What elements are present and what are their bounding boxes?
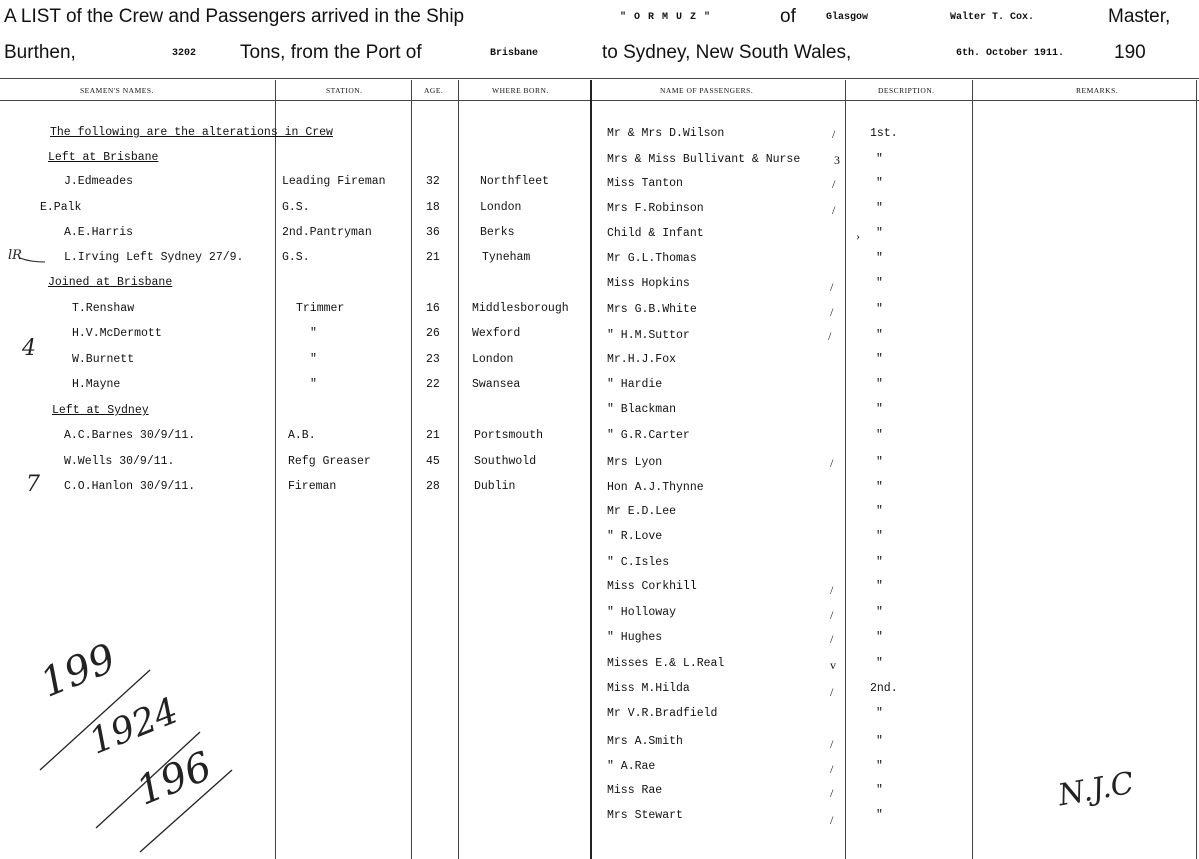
header-burthen: Burthen,: [4, 42, 76, 63]
crew-age: 22: [426, 378, 440, 391]
passenger-class: ": [876, 735, 883, 748]
crew-age: 45: [426, 455, 440, 468]
crew-station: G.S.: [282, 251, 310, 264]
crew-born: Berks: [480, 226, 515, 239]
crew-born: Tyneham: [482, 251, 531, 264]
passenger-name: Miss Tanton: [607, 177, 683, 190]
passenger-class: ": [876, 277, 883, 290]
check-mark-icon: /: [830, 280, 834, 294]
crew-born: London: [480, 201, 522, 214]
col-where-born: WHERE BORN.: [492, 86, 549, 95]
crew-name: H.V.McDermott: [72, 327, 162, 340]
col-remarks: REMARKS.: [1076, 86, 1119, 95]
passenger-name: Mrs Stewart: [607, 809, 683, 822]
col-station: STATION.: [326, 86, 363, 95]
check-mark-icon: /: [830, 685, 834, 699]
crew-station: Fireman: [288, 480, 337, 493]
crew-name: J.Edmeades: [64, 175, 134, 188]
tons-value: 3202: [172, 48, 197, 59]
crew-born: Wexford: [472, 327, 521, 340]
crew-born: Dublin: [474, 480, 516, 493]
handwritten-number: 199: [34, 635, 123, 707]
crew-age: 36: [426, 226, 440, 239]
crew-name: H.Mayne: [72, 378, 121, 391]
margin-mark: 4: [22, 336, 36, 361]
crew-station: A.B.: [288, 429, 316, 442]
handwritten-initials: N.J.C: [1055, 765, 1137, 814]
check-mark-icon: /: [830, 786, 834, 800]
check-mark-icon: /: [830, 608, 834, 622]
crew-born: Swansea: [472, 378, 521, 391]
col-seamen-names: SEAMEN'S NAMES.: [80, 86, 154, 95]
check-mark-icon: /: [830, 456, 834, 470]
passenger-name: Hon A.J.Thynne: [607, 481, 704, 494]
passenger-name: Mrs & Miss Bullivant & Nurse: [607, 153, 801, 166]
passenger-class: ": [876, 707, 883, 720]
passenger-class: ": [876, 530, 883, 543]
port-of-registry: Glasgow: [826, 12, 869, 23]
passenger-name: Mrs F.Robinson: [607, 202, 704, 215]
check-mark-icon: /: [830, 762, 834, 776]
header-title: A LIST of the Crew and Passengers arrived in the Ship: [4, 6, 465, 27]
crew-age: 21: [426, 429, 440, 442]
passenger-class: ": [876, 353, 883, 366]
crew-name: L.Irving Left Sydney 27/9.: [64, 251, 244, 264]
crew-name: W.Burnett: [72, 353, 135, 366]
crew-name: W.Wells 30/9/11.: [64, 455, 175, 468]
passenger-name: Misses E.& L.Real: [607, 657, 725, 670]
check-mark-icon: v: [830, 658, 836, 672]
passenger-name: " C.Isles: [607, 556, 670, 569]
passenger-class: ": [876, 631, 883, 644]
header-master: Master,: [1108, 6, 1171, 27]
crew-born: London: [472, 353, 514, 366]
passenger-class: ": [876, 760, 883, 773]
passenger-class: ": [876, 202, 883, 215]
passenger-name: " Blackman: [607, 403, 677, 416]
passenger-name: Mrs G.B.White: [607, 303, 697, 316]
crew-station: Trimmer: [296, 302, 345, 315]
passenger-name: Mrs A.Smith: [607, 735, 683, 748]
passenger-name: Miss M.Hilda: [607, 682, 690, 695]
check-mark-icon: /: [830, 737, 834, 751]
passenger-name: Mr.H.J.Fox: [607, 353, 677, 366]
crew-born: Northfleet: [480, 175, 550, 188]
master-name: Walter T. Cox.: [950, 12, 1035, 23]
passenger-class: ": [876, 153, 883, 166]
crew-age: 26: [426, 327, 440, 340]
crew-name: C.O.Hanlon 30/9/11.: [64, 480, 196, 493]
crew-born: Southwold: [474, 455, 537, 468]
passenger-name: Mr V.R.Bradfield: [607, 707, 718, 720]
passenger-class: ": [876, 784, 883, 797]
passenger-class: ": [876, 481, 883, 494]
passenger-class: ": [876, 378, 883, 391]
check-mark-icon: /: [830, 632, 834, 646]
crew-age: 23: [426, 353, 440, 366]
passenger-class: ": [876, 809, 883, 822]
check-mark-icon: /: [830, 583, 834, 597]
crew-age: 16: [426, 302, 440, 315]
passenger-name: " G.R.Carter: [607, 429, 690, 442]
passenger-class: ": [876, 403, 883, 416]
passenger-class: ": [876, 657, 883, 670]
passenger-name: " A.Rae: [607, 760, 656, 773]
passenger-class: 1st.: [870, 127, 898, 140]
crew-section-heading: Joined at Brisbane: [48, 276, 173, 289]
passenger-class: ": [876, 606, 883, 619]
passenger-class: ": [876, 456, 883, 469]
passenger-name: " Hughes: [607, 631, 663, 644]
passenger-class: ": [876, 429, 883, 442]
check-mark-icon: /: [832, 203, 836, 217]
check-mark-icon: /: [830, 305, 834, 319]
ship-name: " O R M U Z ": [620, 12, 712, 23]
passenger-name: " Holloway: [607, 606, 677, 619]
crew-station: ": [310, 378, 317, 391]
col-passengers: NAME OF PASSENGERS.: [660, 86, 754, 95]
passenger-class: ": [876, 252, 883, 265]
passenger-class: ": [876, 227, 883, 240]
crew-age: 32: [426, 175, 440, 188]
crew-station: G.S.: [282, 201, 310, 214]
passenger-class: ": [876, 505, 883, 518]
passenger-class: ": [876, 177, 883, 190]
crew-name: A.C.Barnes 30/9/11.: [64, 429, 196, 442]
header-to: to Sydney, New South Wales,: [602, 42, 852, 63]
passenger-name: " R.Love: [607, 530, 663, 543]
passenger-class: 2nd.: [870, 682, 898, 695]
passenger-class: ": [876, 303, 883, 316]
passenger-name: Miss Rae: [607, 784, 663, 797]
check-mark-icon: /: [832, 127, 836, 141]
crew-name: T.Renshaw: [72, 302, 135, 315]
crew-section-heading: Left at Brisbane: [48, 151, 159, 164]
passenger-name: " Hardie: [607, 378, 663, 391]
check-mark-icon: 3: [834, 153, 840, 167]
crew-station: ": [310, 353, 317, 366]
crew-name: A.E.Harris: [64, 226, 134, 239]
check-mark-icon: /: [832, 177, 836, 191]
header-tons-from: Tons, from the Port of: [240, 42, 422, 63]
crew-name: E.Palk: [40, 201, 82, 214]
passenger-name: " H.M.Suttor: [607, 329, 690, 342]
handwritten-number: 196: [130, 743, 219, 815]
check-mark-icon: /: [828, 329, 832, 343]
passenger-name: Mr & Mrs D.Wilson: [607, 127, 725, 140]
passenger-class: ": [876, 580, 883, 593]
crew-section-heading: Left at Sydney: [52, 404, 149, 417]
from-port: Brisbane: [490, 48, 539, 59]
crew-station: Refg Greaser: [288, 455, 371, 468]
passenger-name: Mrs Lyon: [607, 456, 663, 469]
crew-station: Leading Fireman: [282, 175, 386, 188]
crew-born: Portsmouth: [474, 429, 544, 442]
passenger-name: Mr E.D.Lee: [607, 505, 677, 518]
crew-born: Middlesborough: [472, 302, 569, 315]
crew-note: The following are the alterations in Crew: [50, 126, 333, 139]
header-of: of: [780, 6, 796, 27]
passenger-name: Miss Hopkins: [607, 277, 690, 290]
col-description: DESCRIPTION.: [878, 86, 935, 95]
check-mark-icon: /: [830, 813, 834, 827]
handwritten-number: 1924: [83, 690, 184, 763]
crew-age: 18: [426, 201, 440, 214]
passenger-name: Mr G.L.Thomas: [607, 252, 697, 265]
passenger-class: ": [876, 556, 883, 569]
col-age: AGE.: [424, 86, 444, 95]
passenger-class: ": [876, 329, 883, 342]
passenger-name: Miss Corkhill: [607, 580, 697, 593]
crew-station: 2nd.Pantryman: [282, 226, 372, 239]
crew-age: 21: [426, 251, 440, 264]
header-year: 190: [1114, 42, 1146, 63]
check-mark-icon: ›: [856, 229, 860, 243]
margin-mark: 7: [26, 472, 40, 497]
crew-age: 28: [426, 480, 440, 493]
crew-station: ": [310, 327, 317, 340]
voyage-date: 6th. October 1911.: [956, 48, 1065, 59]
margin-mark: lR: [8, 248, 22, 263]
passenger-name: Child & Infant: [607, 227, 704, 240]
